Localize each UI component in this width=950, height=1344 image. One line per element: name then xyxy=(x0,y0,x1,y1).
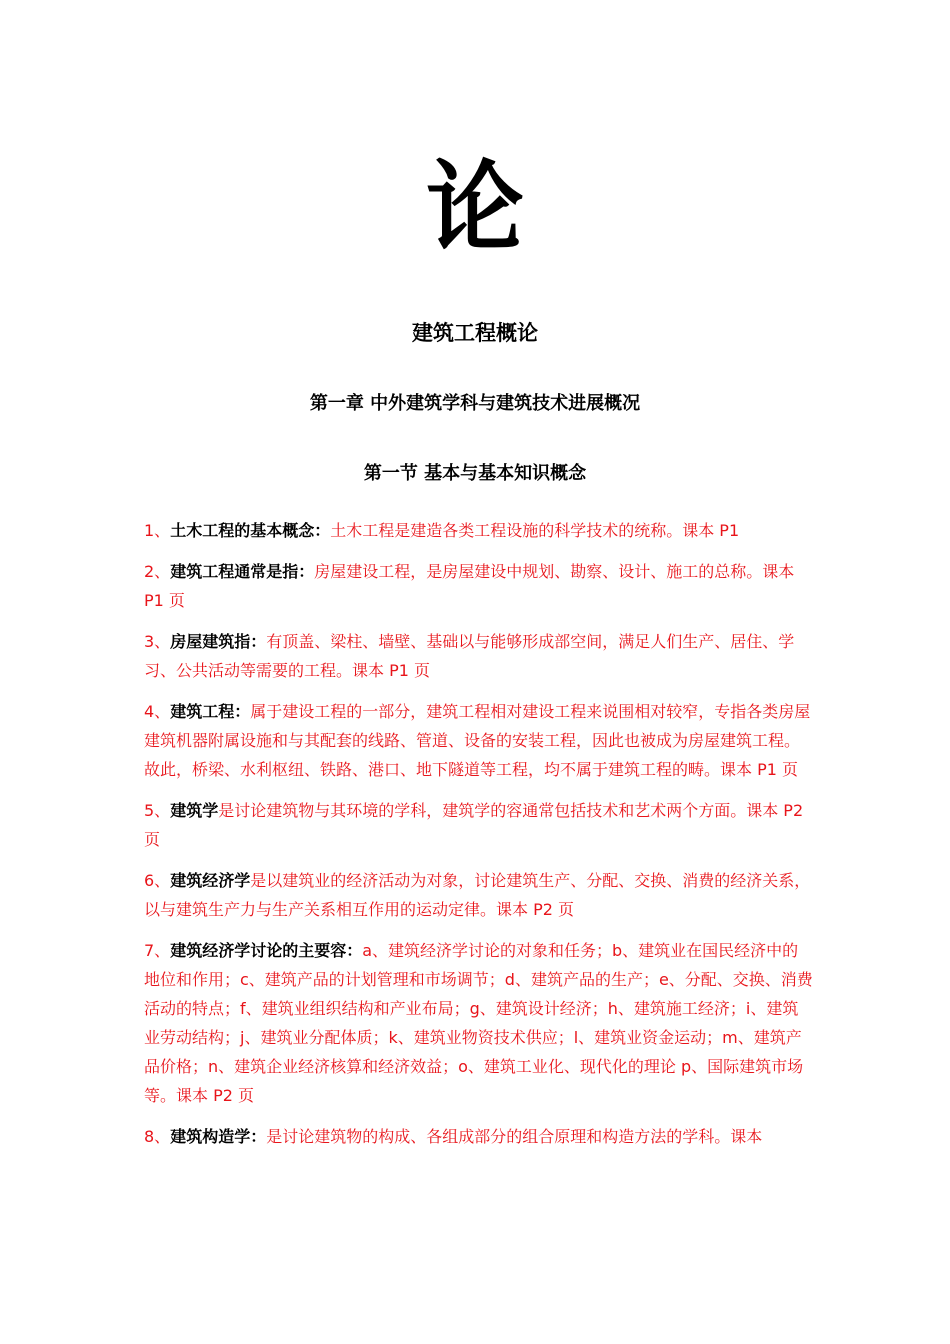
item-separator: ： xyxy=(346,941,363,960)
item-separator: ： xyxy=(250,632,267,651)
item-number: 1、 xyxy=(144,521,171,540)
item-text: 是讨论建筑物的构成、各组成部分的组合原理和构造方法的学科。课本 xyxy=(266,1127,763,1146)
item-term: 建筑构造学 xyxy=(170,1127,251,1146)
item-term: 建筑经济学讨论的主要容 xyxy=(170,941,347,960)
title-large-character: 论 xyxy=(425,151,524,265)
definition-item-2 xyxy=(144,557,814,615)
item-text: 是以建筑业的经济活动为对象，讨论建筑生产、分配、交换、消费的经济关系，以与建筑生产力与生产关系相互作用的运动定律。课本 P2 页 xyxy=(144,871,811,919)
definition-item-8 xyxy=(144,1122,814,1151)
definition-item-1 xyxy=(144,516,814,545)
definition-list xyxy=(144,516,814,1163)
definition-item-6 xyxy=(144,866,814,924)
item-separator: ： xyxy=(234,702,251,721)
item-text: 土木工程是建造各类工程设施的科学技术的统称。课本 P1 xyxy=(330,521,740,540)
definition-item-7 xyxy=(144,936,814,1110)
item-text: 属于建设工程的一部分，建筑工程相对建设工程来说围相对较窄，专指各类房屋建筑机器附属设施和与其配套的线路、管道、设备的安装工程，因此也被成为房屋建筑工程。故此，桥梁、水利枢纽、铁路、港口、地下隧道等工程，均不属于建筑工程的畴。课本 P1 页 xyxy=(144,702,811,779)
item-text: 有顶盖、梁柱、墙壁、基础以与能够形成部空间，满足人们生产、居住、学习、公共活动等需要的工程。课本 P1 页 xyxy=(144,632,795,680)
item-term: 建筑学 xyxy=(170,801,219,820)
item-number: 7、 xyxy=(144,941,171,960)
item-number: 6、 xyxy=(144,871,171,890)
item-term: 建筑工程 xyxy=(170,702,235,721)
item-number: 3、 xyxy=(144,632,171,651)
item-number: 2、 xyxy=(144,562,171,581)
item-text: a、建筑经济学讨论的对象和任务；b、建筑业在国民经济中的地位和作用；c、建筑产品的计划管理和市场调节；d、建筑产品的生产；e、分配、交换、消费活动的特点；f、建筑业组织结构和产业布局；g、建筑设计经济；h、建筑施工经济；i、建筑业劳动结构；j、建筑业分配体质；k、建筑业物资技术供应；l、建筑业资金运动；m、建筑产品价格；n、建筑企业经济核算和经济效益；o、建筑工业化、现代化的理论 p、国际建筑市场等。课本 P2 页 xyxy=(144,941,813,1105)
item-text: 是讨论建筑物与其环境的学科，建筑学的容通常包括技术和艺术两个方面。课本 P2 页 xyxy=(144,801,804,849)
definition-item-5 xyxy=(144,796,814,854)
item-term: 建筑工程通常是指 xyxy=(170,562,299,581)
item-number: 5、 xyxy=(144,801,171,820)
item-term: 建筑经济学 xyxy=(170,871,251,890)
section-heading: 第一节 基本与基本知识概念 xyxy=(363,463,587,484)
item-separator: ： xyxy=(314,521,331,540)
item-term: 土木工程的基本概念 xyxy=(170,521,315,540)
item-text: 房屋建设工程，是房屋建设中规划、勘察、设计、施工的总称。课本 P1 页 xyxy=(144,562,795,610)
definition-item-4 xyxy=(144,697,814,784)
item-separator: ： xyxy=(250,1127,267,1146)
item-separator: ： xyxy=(298,562,315,581)
item-term: 房屋建筑指 xyxy=(170,632,251,651)
item-number: 8、 xyxy=(144,1127,171,1146)
definition-item-3 xyxy=(144,627,814,685)
document-title: 建筑工程概论 xyxy=(412,321,538,345)
chapter-heading: 第一章 中外建筑学科与建筑技术进展概况 xyxy=(309,393,641,414)
item-number: 4、 xyxy=(144,702,171,721)
